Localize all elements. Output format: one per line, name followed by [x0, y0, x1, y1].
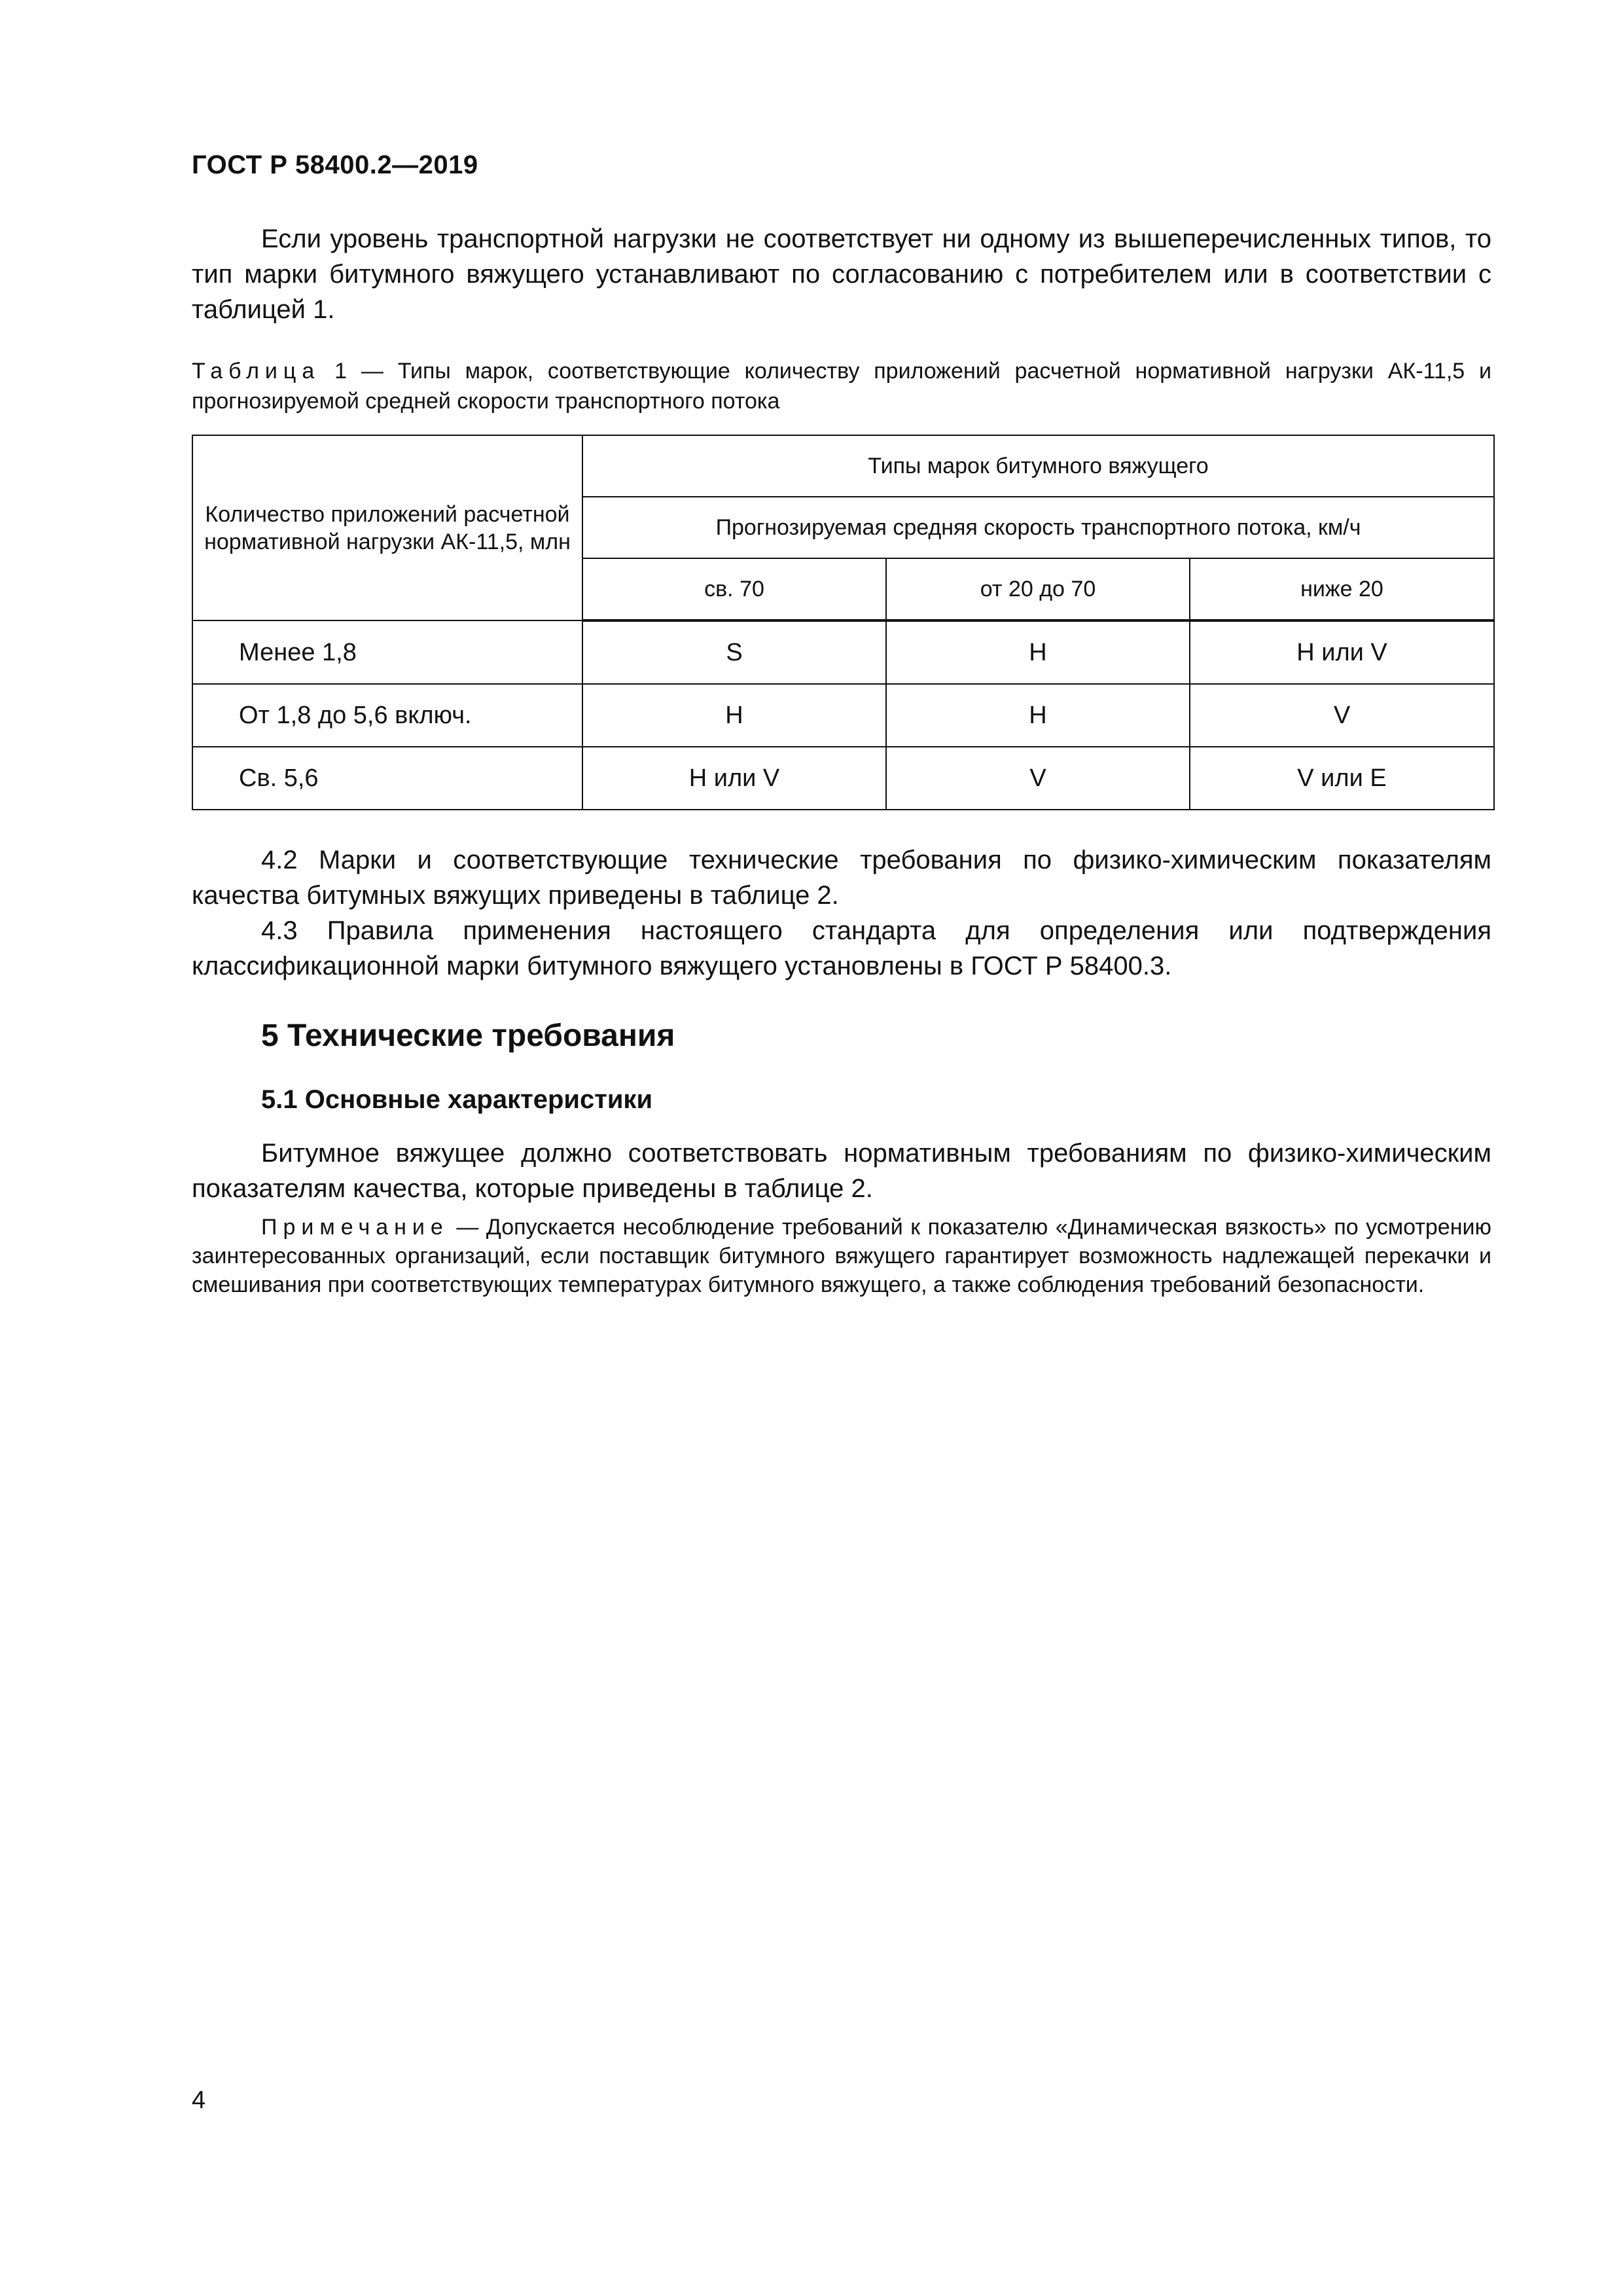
table-cell: H или V [582, 747, 886, 810]
table-group-header: Типы марок битумного вяжущего [582, 435, 1494, 497]
table-speed-column: от 20 до 70 [886, 558, 1190, 620]
table-speed-column: ниже 20 [1190, 558, 1494, 620]
note-label: Примечание [261, 1215, 449, 1240]
table-cell-load: Св. 5,6 [192, 747, 582, 810]
table-caption-text: 1 — Типы марок, соответствующие количеству приложений расчетной нормативной нагрузки АК-11,5 и прогнозируемой средней скорости транспортного потока [192, 359, 1491, 414]
paragraph-4-3: 4.3 Правила применения настоящего стандарта для определения или подтверждения классификационной марки битумного вяжущего установлены в ГОСТ Р 58400.3. [192, 916, 1491, 980]
table-speed-header: Прогнозируемая средняя скорость транспортного потока, км/ч [582, 497, 1494, 558]
table-cell-load: Менее 1,8 [192, 620, 582, 684]
document-code: ГОСТ Р 58400.2—2019 [192, 151, 478, 179]
table-cell-load: От 1,8 до 5,6 включ. [192, 684, 582, 747]
note-text: — Допускается несоблюдение требований к показателю «Динамическая вязкость» по усмотрению заинтересованных организаций, если поставщик битумного вяжущего гарантирует возможность надлежащей перекачки и смешивания при соответствующих температурах битумного вяжущего, а также соблюдения требований безопасности. [192, 1215, 1491, 1297]
section-5-paragraph: Битумное вяжущее должно соответствовать нормативным требованиям по физико-химическим показателям качества, которые приведены в таблице 2. [192, 1139, 1491, 1203]
subsection-5-1-heading: 5.1 Основные характеристики [261, 1085, 653, 1114]
table-cell: H [886, 620, 1190, 684]
table-caption-label: Таблица [192, 359, 321, 384]
table-cell: H [582, 684, 886, 747]
table-row [192, 620, 1494, 684]
table-cell: V или E [1190, 747, 1494, 810]
table-cell: S [582, 620, 886, 684]
table-cell: H или V [1190, 620, 1494, 684]
intro-paragraph: Если уровень транспортной нагрузки не соответствует ни одному из вышеперечисленных типов, то тип марки битумного вяжущего устанавливают по согласованию с потребителем или в соответствии с таблицей 1. [192, 224, 1491, 324]
paragraph-4-2: 4.2 Марки и соответствующие технические требования по физико-химическим показателям качества битумных вяжущих приведены в таблице 2. [192, 846, 1491, 910]
page-number: 4 [192, 2087, 206, 2114]
note [192, 1213, 1491, 1299]
table-row [192, 747, 1494, 810]
table-speed-column: св. 70 [582, 558, 886, 620]
table-row [192, 684, 1494, 747]
table-row-header: Количество приложений расчетной нормативной нагрузки АК-11,5, млн [192, 435, 582, 620]
table-1 [192, 435, 1495, 810]
section-5-heading: 5 Технические требования [261, 1018, 675, 1053]
table-cell: V [1190, 684, 1494, 747]
table-caption [192, 356, 1491, 416]
table-cell: H [886, 684, 1190, 747]
table-cell: V [886, 747, 1190, 810]
